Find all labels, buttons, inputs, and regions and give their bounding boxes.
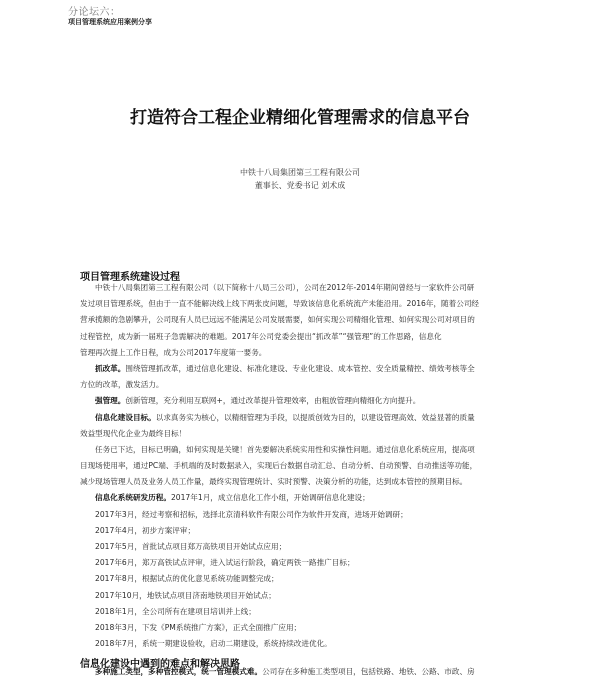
inline-label: 多种施工类型，多种管控模式，统一管理模式难。 — [95, 667, 263, 676]
inline-text: 以求真务实为核心，以精细管理为手段，以提质创效为目的，以建设管理高效、效益显著的质量 — [155, 412, 475, 422]
inline-text: 2017年1月，成立信息化工作小组，开始调研信息化建设； — [170, 493, 370, 503]
timeline-item: 2017年4月，初步方案评审； — [95, 525, 196, 535]
timeline-item: 2018年7月，系统一期建设验收，启动二期建设，系统持续改进优化。 — [95, 639, 332, 649]
paragraph-line: 管理再次提上工作日程，成为公司2017年度第一要务。 — [80, 347, 267, 357]
paragraph-line: 方位的改革，激发活力。 — [80, 380, 164, 390]
author-organization: 中铁十八局集团第三工程有限公司 — [240, 168, 360, 177]
timeline-item: 2017年8月，根据试点的优化意见系统功能调整完成； — [95, 574, 279, 584]
paragraph-line: 任务已下达，目标已明确，如何实现是关键！首先要解决系统实用性和实操性问题。通过信息化系统应用，提高项 — [95, 444, 475, 454]
inline-text: 公司存在多种施工类型项目，包括铁路、地铁、公路、市政、房 — [262, 667, 475, 676]
forum-subtitle: 项目管理系统应用案例分享 — [68, 18, 152, 26]
paragraph-line: 过程管控，成为新一届班子急需解决的难题。2017年公司党委会提出“抓改革”“强管理”的工作思路，信息化 — [80, 331, 442, 341]
inline-label: 抓改革。 — [95, 363, 126, 373]
paragraph-line: 减少现场管理人员及业务人员工作量，最终实现管理统计、实时预警、决策分析的功能，达到成本管控的预期目标。 — [80, 477, 468, 487]
paragraph-line: 效益型现代化企业为最终目标！ — [80, 428, 187, 438]
paragraph-line — [80, 490, 544, 506]
paragraph-line: 目现场使用率，通过PC端、手机端的及时数据录入，实现后台数据自动汇总、自动分析、自动预警、自动推送等功能， — [80, 461, 478, 471]
section-body-process — [80, 280, 544, 652]
section-heading-difficulties: 信息化建设中遇到的难点和解决思路 — [80, 659, 240, 670]
article-title: 打造符合工程企业精细化管理需求的信息平台 — [130, 108, 470, 128]
paragraph-line — [80, 361, 544, 377]
paragraph-line: 发过项目管理系统，但由于一直不能解决线上线下两张皮问题，导致该信息化系统流产未能沿用。2016年，随着公司经 — [80, 299, 480, 309]
timeline-item: 2017年10月，地铁试点项目济南地铁项目开始试点； — [95, 590, 276, 600]
paragraph-line — [80, 664, 544, 680]
paragraph-line — [80, 393, 544, 409]
timeline-item: 2017年5月，首批试点项目郑万高铁项目开始试点应用； — [95, 542, 287, 551]
paragraph-line — [80, 410, 544, 426]
timeline-item: 2018年3月，下发《PM系统推广方案》，正式全面推广应用； — [95, 622, 302, 632]
inline-label: 强管理。 — [95, 396, 126, 406]
inline-label: 信息化建设目标。 — [95, 412, 156, 422]
section-body-difficulties — [80, 664, 544, 680]
inline-text: 围绕管理抓改革，通过信息化建设、标准化建设、专业化建设、成本管控、安全质量精控、绩效考核等全 — [125, 363, 475, 373]
timeline-item: 2017年6月，郑万高铁试点评审，进入试运行阶段，确定两铁一路推广目标； — [95, 558, 355, 568]
inline-text: 创新管理，充分利用互联网+，通过改革提升管理效率，由粗放管理向精细化方向提升。 — [125, 396, 421, 406]
section-heading-process: 项目管理系统建设过程 — [80, 272, 180, 283]
timeline-item: 2017年3月，经过考察和招标，选择北京清科软件有限公司作为软件开发商，进场开始调研； — [95, 509, 408, 519]
timeline-item: 2018年1月，全公司所有在建项目培训并上线； — [95, 606, 256, 616]
author-name: 董事长、党委书记 刘术成 — [254, 181, 346, 190]
paragraph-line: 营承揽额的急剧攀升，公司现有人员已远远不能满足公司发展需要，如何实现公司精细化管理、如何实现公司对项目的 — [80, 315, 475, 325]
paragraph-line: 中铁十八局集团第三工程有限公司（以下简称十八局三公司），公司在2012年-2014年期间曾经与一家软件公司研 — [95, 283, 475, 292]
forum-header: 分论坛六： — [68, 7, 121, 18]
inline-label: 信息化系统研发历程。 — [95, 493, 171, 503]
